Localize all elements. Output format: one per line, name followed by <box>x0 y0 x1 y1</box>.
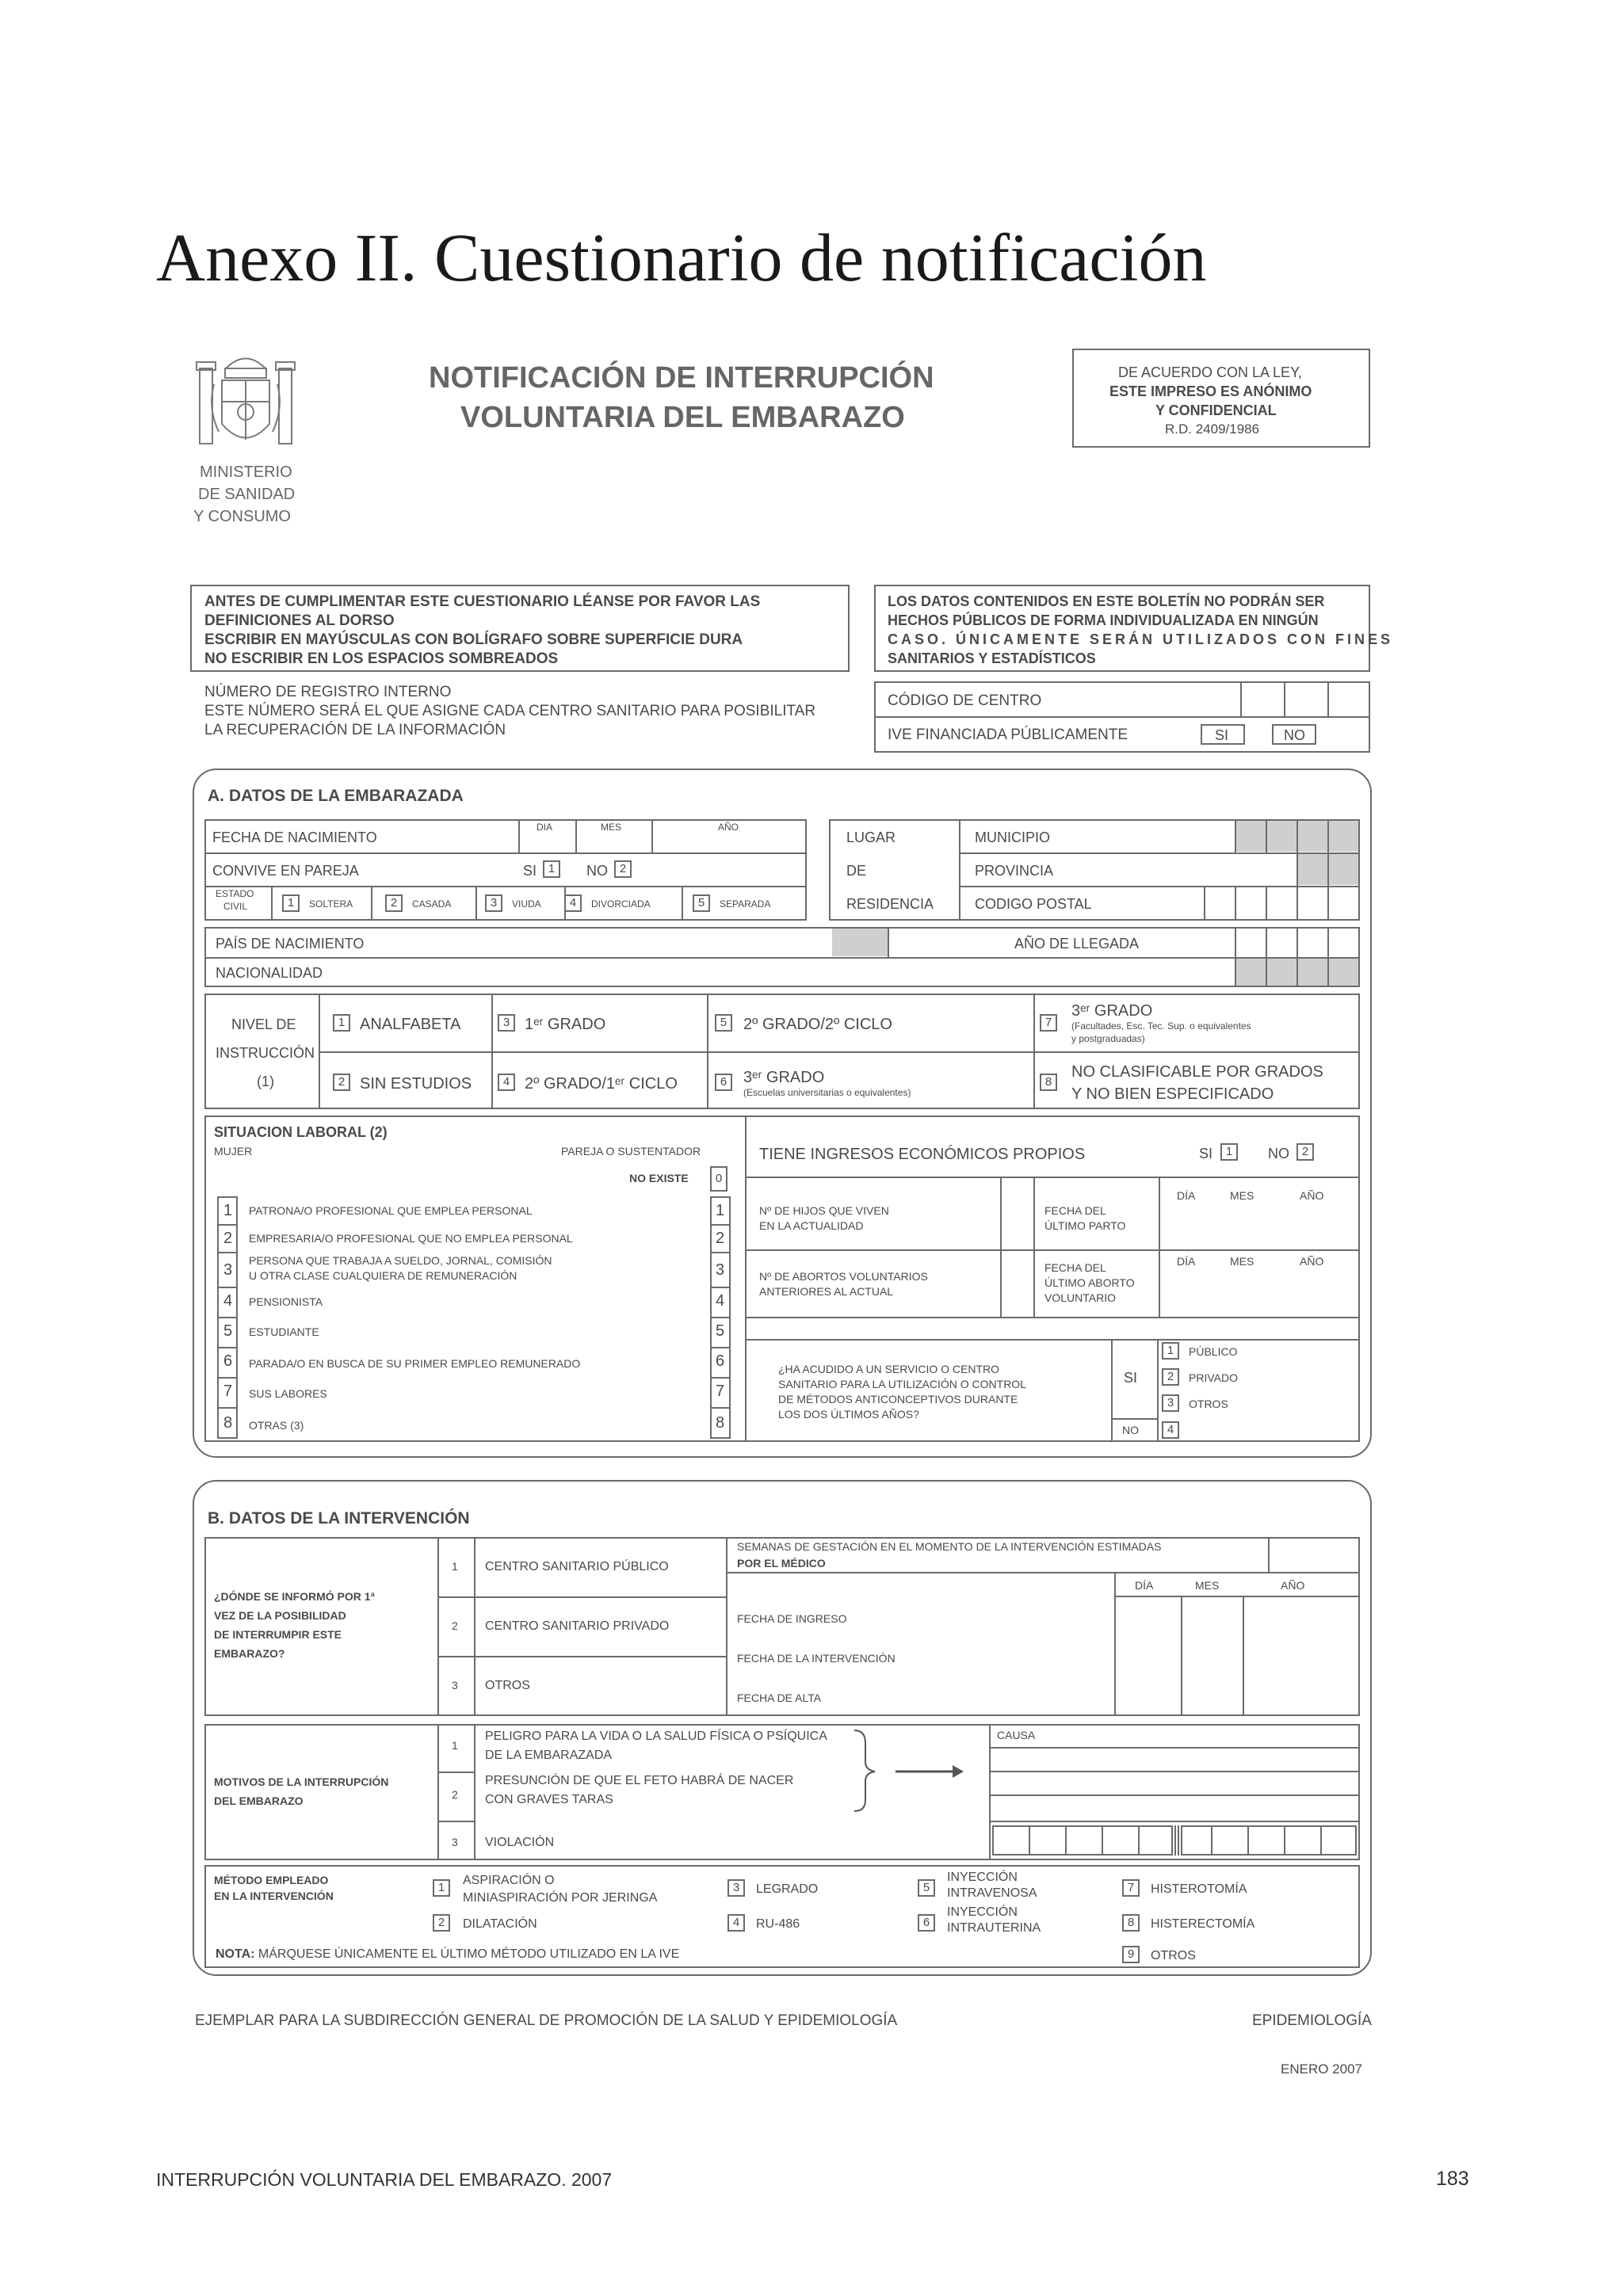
privacy-line-3: CASO. ÚNICAMENTE SERÁN UTILIZADOS CON FINES <box>888 631 1394 647</box>
causa-label: CAUSA <box>997 1729 1036 1741</box>
fecha-nacimiento-input[interactable] <box>520 833 805 851</box>
ultimo-parto-label-2: ÚLTIMO PARTO <box>1044 1219 1126 1232</box>
semanas-label-1: SEMANAS DE GESTACIÓN EN EL MOMENTO DE LA INTERVENCIÓN ESTIMADAS <box>737 1540 1162 1553</box>
servicio-privado-checkbox[interactable]: 2 <box>1162 1368 1179 1386</box>
codigo-centro-input[interactable] <box>1242 683 1369 715</box>
ultimo-aborto-label-1: FECHA DEL <box>1044 1261 1106 1274</box>
estado-viuda-checkbox[interactable]: 3 <box>485 894 502 912</box>
mes-header: MES <box>601 822 622 833</box>
metodo-4-checkbox[interactable]: 4 <box>727 1914 745 1932</box>
section-b-title: B. DATOS DE LA INTERVENCIÓN <box>208 1509 470 1527</box>
laboral-option-5: ESTUDIANTE <box>249 1325 319 1338</box>
laboral-option-3b: U OTRA CLASE CUALQUIERA DE REMUNERACIÓN <box>249 1269 517 1282</box>
motivo-num-1: 1 <box>452 1739 458 1752</box>
metodo-5-line-1: INYECCIÓN <box>947 1871 1018 1884</box>
metodo-6-line-1: INYECCIÓN <box>947 1905 1018 1919</box>
metodo-label-1: MÉTODO EMPLEADO <box>214 1874 329 1886</box>
servicio-publico-label: PÚBLICO <box>1189 1345 1238 1358</box>
grado3b-sublabel-2: y postgraduadas) <box>1071 1033 1145 1044</box>
instructions-line-3: ESCRIBIR EN MAYÚSCULAS CON BOLÍGRAFO SOBRE SUPERFICIE DURA <box>204 631 743 648</box>
grado2-checkbox[interactable]: 4 <box>498 1074 515 1091</box>
laboral-pareja-num-2: 2 <box>716 1230 725 1247</box>
page-number: 183 <box>1436 2168 1469 2190</box>
no-clasificable-label-1: NO CLASIFICABLE POR GRADOS <box>1071 1063 1323 1081</box>
laboral-option-7: SUS LABORES <box>249 1387 327 1400</box>
motivo-2-line-1[interactable]: PRESUNCIÓN DE QUE EL FETO HABRÁ DE NACER <box>485 1774 794 1787</box>
laboral-num-8: 8 <box>223 1414 233 1432</box>
aborto-dia-header: DÍA <box>1177 1255 1196 1268</box>
analfabeta-checkbox[interactable]: 1 <box>333 1014 350 1032</box>
semanas-input[interactable] <box>1270 1539 1358 1570</box>
codigo-centro-label: CÓDIGO DE CENTRO <box>888 692 1042 709</box>
b-anio-header: AÑO <box>1281 1579 1305 1592</box>
fecha-intervencion-label: FECHA DE LA INTERVENCIÓN <box>737 1652 896 1665</box>
laboral-pareja-num-7: 7 <box>716 1383 725 1400</box>
servicio-privado-label: PRIVADO <box>1189 1371 1238 1384</box>
grado3b-label: 3ᵉʳ GRADO <box>1071 1002 1153 1020</box>
instructions-line-2: DEFINICIONES AL DORSO <box>204 612 395 629</box>
laboral-num-3: 3 <box>223 1261 233 1279</box>
metodo-3-label: LEGRADO <box>756 1882 819 1896</box>
motivo-2-line-2: CON GRAVES TARAS <box>485 1793 613 1806</box>
lugar-label: LUGAR <box>846 830 896 845</box>
parto-dia-header: DÍA <box>1177 1189 1196 1202</box>
pareja-no-existe-checkbox[interactable]: 0 <box>710 1166 727 1192</box>
donde-option-1[interactable]: CENTRO SANITARIO PÚBLICO <box>485 1560 669 1573</box>
municipio-label: MUNICIPIO <box>975 830 1051 845</box>
privacy-line-2: HECHOS PÚBLICOS DE FORMA INDIVIDUALIZADA EN NINGÚN <box>888 612 1319 628</box>
motivo-1-line-2: DE LA EMBARAZADA <box>485 1749 613 1762</box>
parto-anio-header: AÑO <box>1300 1189 1324 1202</box>
metodo-5-line-2: INTRAVENOSA <box>947 1886 1037 1900</box>
laboral-pareja-num-6: 6 <box>716 1352 725 1370</box>
servicio-label-4: LOS DOS ÚLTIMOS AÑOS? <box>778 1408 919 1421</box>
donde-option-2[interactable]: CENTRO SANITARIO PRIVADO <box>485 1619 670 1633</box>
dia-header: DIA <box>537 822 553 833</box>
metodo-1-checkbox[interactable]: 1 <box>433 1879 450 1897</box>
motivos-label-1: MOTIVOS DE LA INTERRUPCIÓN <box>214 1775 389 1788</box>
nivel-label-3: (1) <box>257 1074 274 1089</box>
laboral-option-4: PENSIONISTA <box>249 1295 323 1308</box>
donde-label-3: DE INTERRUMPIR ESTE <box>214 1628 342 1641</box>
registro-line-2: ESTE NÚMERO SERÁ EL QUE ASIGNE CADA CENTRO SANITARIO PARA POSIBILITAR <box>204 703 816 719</box>
aborto-anio-header: AÑO <box>1300 1255 1324 1268</box>
convive-no-checkbox[interactable]: 2 <box>614 860 632 878</box>
metodo-7-checkbox[interactable]: 7 <box>1122 1879 1140 1897</box>
fecha-alta-input[interactable] <box>1116 1676 1358 1714</box>
laboral-num-4: 4 <box>223 1292 233 1310</box>
laboral-option-8: OTRAS (3) <box>249 1419 304 1432</box>
servicio-si-label: SI <box>1124 1370 1138 1386</box>
analfabeta-label: ANALFABETA <box>360 1016 461 1033</box>
convive-label: CONVIVE EN PAREJA <box>212 863 359 879</box>
grado1-checkbox[interactable]: 3 <box>498 1014 515 1032</box>
grado3-sublabel: (Escuelas universitarias o equivalentes) <box>743 1087 911 1098</box>
pareja-label: PAREJA O SUSTENTADOR <box>561 1145 701 1158</box>
laboral-option-6: PARADA/O EN BUSCA DE SU PRIMER EMPLEO REMUNERADO <box>249 1357 581 1370</box>
laboral-pareja-num-8: 8 <box>716 1414 725 1432</box>
form-footer-date: ENERO 2007 <box>1281 2061 1362 2077</box>
residencia-label: RESIDENCIA <box>846 896 934 912</box>
fecha-ingreso-input[interactable] <box>1116 1597 1358 1635</box>
motivo-1-line-1[interactable]: PELIGRO PARA LA VIDA O LA SALUD FÍSICA O PSÍQUICA <box>485 1730 827 1743</box>
hijos-label-2: EN LA ACTUALIDAD <box>759 1219 864 1232</box>
estado-separada-label: SEPARADA <box>720 898 771 910</box>
servicio-otros-checkbox[interactable]: 3 <box>1162 1394 1179 1412</box>
metodo-1-line-2: MINIASPIRACIÓN POR JERINGA <box>463 1891 658 1905</box>
laboral-pareja-num-4: 4 <box>716 1292 725 1310</box>
laboral-pareja-num-1: 1 <box>716 1202 725 1219</box>
grado3b-checkbox[interactable]: 7 <box>1040 1014 1057 1032</box>
laboral-num-6: 6 <box>223 1352 233 1370</box>
privacy-line-4: SANITARIOS Y ESTADÍSTICOS <box>888 650 1096 666</box>
sin-estudios-label: SIN ESTUDIOS <box>360 1075 472 1093</box>
no-clasificable-checkbox[interactable]: 8 <box>1040 1074 1057 1091</box>
grado2-label: 2º GRADO/1ᵉʳ CICLO <box>525 1075 678 1093</box>
no-clasificable-label-2: Y NO BIEN ESPECIFICADO <box>1071 1085 1274 1103</box>
section-a-title: A. DATOS DE LA EMBARAZADA <box>208 787 464 805</box>
ingresos-si-label: SI <box>1199 1146 1213 1161</box>
metodo-6-line-2: INTRAUTERINA <box>947 1921 1041 1935</box>
estado-label: ESTADO <box>216 888 254 899</box>
legal-line-1: DE ACUERDO CON LA LEY, <box>1118 364 1302 380</box>
metodo-8-label: HISTERECTOMÍA <box>1151 1917 1255 1931</box>
ministry-line-1: MINISTERIO <box>200 463 292 481</box>
motivo-3-label[interactable]: VIOLACIÓN <box>485 1836 555 1849</box>
ive-si-label: SI <box>1215 727 1229 743</box>
estado-viuda-label: VIUDA <box>512 898 541 910</box>
fecha-ingreso-label: FECHA DE INGRESO <box>737 1612 847 1625</box>
fecha-nacimiento-label: FECHA DE NACIMIENTO <box>212 830 377 845</box>
estado-casada-label: CASADA <box>412 898 452 910</box>
metodo-1-line-1: ASPIRACIÓN O <box>463 1874 555 1887</box>
ultimo-parto-input[interactable] <box>1160 1212 1358 1244</box>
hijos-input[interactable] <box>1002 1178 1032 1248</box>
legal-line-2: ESTE IMPRESO ES ANÓNIMO <box>1109 383 1312 399</box>
brace-arrow-icon <box>848 1727 975 1814</box>
servicio-no-checkbox[interactable]: 4 <box>1162 1421 1179 1439</box>
estado-divorciada-label: DIVORCIADA <box>591 898 651 910</box>
laboral-num-7: 7 <box>223 1383 233 1400</box>
metodo-5-checkbox[interactable]: 5 <box>918 1879 935 1897</box>
metodo-9-checkbox[interactable]: 9 <box>1122 1946 1140 1963</box>
ingresos-si-checkbox[interactable]: 1 <box>1220 1143 1238 1161</box>
laboral-option-2: EMPRESARIA/O PROFESIONAL QUE NO EMPLEA PERSONAL <box>249 1232 573 1245</box>
donde-label-1: ¿DÓNDE SE INFORMÓ POR 1ª <box>214 1590 375 1603</box>
ministry-line-2: DE SANIDAD <box>198 486 296 503</box>
grado2b-checkbox[interactable]: 5 <box>715 1014 732 1032</box>
metodo-3-checkbox[interactable]: 3 <box>727 1879 745 1897</box>
fecha-alta-label: FECHA DE ALTA <box>737 1691 822 1704</box>
semanas-label-2: POR EL MÉDICO <box>737 1557 826 1569</box>
instructions-line-4: NO ESCRIBIR EN LOS ESPACIOS SOMBREADOS <box>204 650 559 667</box>
laboral-pareja-num-5: 5 <box>716 1322 725 1340</box>
b-dia-header: DÍA <box>1135 1579 1154 1592</box>
servicio-label-3: DE MÉTODOS ANTICONCEPTIVOS DURANTE <box>778 1393 1018 1405</box>
laboral-num-2: 2 <box>223 1230 233 1247</box>
ultimo-aborto-input[interactable] <box>1160 1277 1358 1309</box>
de-label: DE <box>846 863 867 879</box>
situacion-laboral-title: SITUACION LABORAL (2) <box>214 1124 388 1140</box>
codigo-postal-input[interactable] <box>1205 887 1358 919</box>
causa-input[interactable] <box>991 1749 1358 1818</box>
abortos-input[interactable] <box>1002 1251 1032 1316</box>
convive-si-checkbox[interactable]: 1 <box>543 860 560 878</box>
ultimo-aborto-label-2: ÚLTIMO ABORTO <box>1044 1276 1135 1289</box>
hijos-label-1: Nº DE HIJOS QUE VIVEN <box>759 1204 889 1217</box>
motivo-num-2: 2 <box>452 1788 458 1801</box>
nota <box>216 1948 679 1961</box>
metodo-4-label: RU-486 <box>756 1917 800 1931</box>
anio-header: AÑO <box>718 822 739 833</box>
servicio-otros-label: OTROS <box>1189 1398 1228 1410</box>
abortos-label-1: Nº DE ABORTOS VOLUNTARIOS <box>759 1270 928 1283</box>
mujer-label: MUJER <box>214 1145 253 1158</box>
laboral-pareja-num-3: 3 <box>716 1261 725 1279</box>
estado-separada-checkbox[interactable]: 5 <box>693 894 710 912</box>
form-title-line-2: VOLUNTARIA DEL EMBARAZO <box>460 401 905 434</box>
nivel-label-1: NIVEL DE <box>231 1016 296 1032</box>
estado-casada-checkbox[interactable]: 2 <box>385 894 403 912</box>
convive-si-label: SI <box>523 863 537 879</box>
metodo-7-label: HISTEROTOMÍA <box>1151 1882 1247 1896</box>
laboral-option-1: PATRONA/O PROFESIONAL QUE EMPLEA PERSONAL <box>249 1204 533 1217</box>
form-footer-epidemiologia: EPIDEMIOLOGÍA <box>1252 2012 1372 2029</box>
servicio-publico-checkbox[interactable]: 1 <box>1162 1342 1179 1360</box>
laboral-num-1: 1 <box>223 1202 233 1219</box>
ingresos-no-checkbox[interactable]: 2 <box>1296 1143 1314 1161</box>
metodo-9-label: OTROS <box>1151 1949 1196 1962</box>
fecha-intervencion-input[interactable] <box>1116 1637 1358 1675</box>
donde-label-2: VEZ DE LA POSIBILIDAD <box>214 1609 346 1622</box>
grado2b-label: 2º GRADO/2º CICLO <box>743 1016 892 1033</box>
registro-line-3: LA RECUPERACIÓN DE LA INFORMACIÓN <box>204 722 506 738</box>
form-footer-copy: EJEMPLAR PARA LA SUBDIRECCIÓN GENERAL DE PROMOCIÓN DE LA SALUD Y EPIDEMIOLOGÍA <box>195 2012 898 2029</box>
no-existe-label: NO EXISTE <box>629 1172 689 1184</box>
nota-label: NOTA: <box>216 1947 255 1961</box>
form-title-line-1: NOTIFICACIÓN DE INTERRUPCIÓN <box>429 361 934 395</box>
ingresos-label: TIENE INGRESOS ECONÓMICOS PROPIOS <box>759 1146 1086 1163</box>
nacionalidad-label: NACIONALIDAD <box>216 965 323 981</box>
privacy-line-1: LOS DATOS CONTENIDOS EN ESTE BOLETÍN NO PODRÁN SER <box>888 593 1325 609</box>
aborto-mes-header: MES <box>1230 1255 1254 1268</box>
ive-financiada-label: IVE FINANCIADA PÚBLICAMENTE <box>888 727 1128 743</box>
metodo-8-checkbox[interactable]: 8 <box>1122 1914 1140 1932</box>
estado-soltera-checkbox[interactable]: 1 <box>282 894 300 912</box>
causa-code-separator <box>1171 1825 1182 1855</box>
codigo-postal-label: CODIGO POSTAL <box>975 896 1092 912</box>
servicio-no-label: NO <box>1122 1424 1139 1436</box>
ingresos-no-label: NO <box>1268 1146 1289 1161</box>
page-footer-title: INTERRUPCIÓN VOLUNTARIA DEL EMBARAZO. 2007 <box>156 2169 613 2190</box>
donde-option-3[interactable]: OTROS <box>485 1679 530 1692</box>
metodo-2-checkbox[interactable]: 2 <box>433 1914 450 1932</box>
donde-label-4: EMBARAZO? <box>214 1647 285 1660</box>
ultimo-parto-label-1: FECHA DEL <box>1044 1204 1106 1217</box>
legal-line-4: R.D. 2409/1986 <box>1165 421 1260 437</box>
abortos-label-2: ANTERIORES AL ACTUAL <box>759 1285 894 1298</box>
grado1-label: 1ᵉʳ GRADO <box>525 1016 606 1033</box>
grado3b-sublabel-1: (Facultades, Esc. Tec. Sup. o equivalentes <box>1071 1020 1251 1032</box>
grado3-label: 3ᵉʳ GRADO <box>743 1069 825 1086</box>
servicio-label-1: ¿HA ACUDIDO A UN SERVICIO O CENTRO <box>778 1363 1000 1375</box>
servicio-label-2: SANITARIO PARA LA UTILIZACIÓN O CONTROL <box>778 1378 1026 1390</box>
estado-divorciada-checkbox[interactable]: 4 <box>564 894 582 912</box>
donde-num-3: 3 <box>452 1679 458 1691</box>
metodo-6-checkbox[interactable]: 6 <box>918 1914 935 1932</box>
laboral-option-3: PERSONA QUE TRABAJA A SUELDO, JORNAL, COMISIÓN <box>249 1254 552 1267</box>
convive-no-label: NO <box>586 863 608 879</box>
motivos-label-2: DEL EMBARAZO <box>214 1794 304 1807</box>
civil-label: CIVIL <box>223 901 248 912</box>
instructions-line-1: ANTES DE CUMPLIMENTAR ESTE CUESTIONARIO LÉANSE POR FAVOR LAS <box>204 593 761 610</box>
ultimo-aborto-label-3: VOLUNTARIO <box>1044 1291 1116 1304</box>
ministry-line-3: Y CONSUMO <box>193 508 291 525</box>
b-mes-header: MES <box>1195 1579 1220 1592</box>
parto-mes-header: MES <box>1230 1189 1254 1202</box>
sin-estudios-checkbox[interactable]: 2 <box>333 1074 350 1091</box>
anio-llegada-label: AÑO DE LLEGADA <box>1014 936 1140 952</box>
pais-shaded <box>832 929 888 956</box>
metodo-2-label: DILATACIÓN <box>463 1917 537 1931</box>
nota-text: MÁRQUESE ÚNICAMENTE EL ÚLTIMO MÉTODO UTILIZADO EN LA IVE <box>254 1947 680 1961</box>
motivo-num-3: 3 <box>452 1836 458 1848</box>
page-title: Anexo II. Cuestionario de notificación <box>156 219 1207 296</box>
estado-soltera-label: SOLTERA <box>309 898 353 910</box>
coat-of-arms-logo <box>190 345 301 460</box>
grado3-checkbox[interactable]: 6 <box>715 1074 732 1091</box>
donde-num-1: 1 <box>452 1560 458 1573</box>
pais-label: PAÍS DE NACIMIENTO <box>216 936 365 952</box>
registro-line-1: NÚMERO DE REGISTRO INTERNO <box>204 684 452 700</box>
laboral-num-5: 5 <box>223 1322 233 1340</box>
legal-line-3: Y CONFIDENCIAL <box>1155 402 1277 418</box>
donde-num-2: 2 <box>452 1619 458 1632</box>
ive-no-label: NO <box>1284 727 1305 743</box>
provincia-label: PROVINCIA <box>975 863 1054 879</box>
metodo-label-2: EN LA INTERVENCIÓN <box>214 1890 334 1902</box>
nivel-label-2: INSTRUCCIÓN <box>216 1045 315 1061</box>
